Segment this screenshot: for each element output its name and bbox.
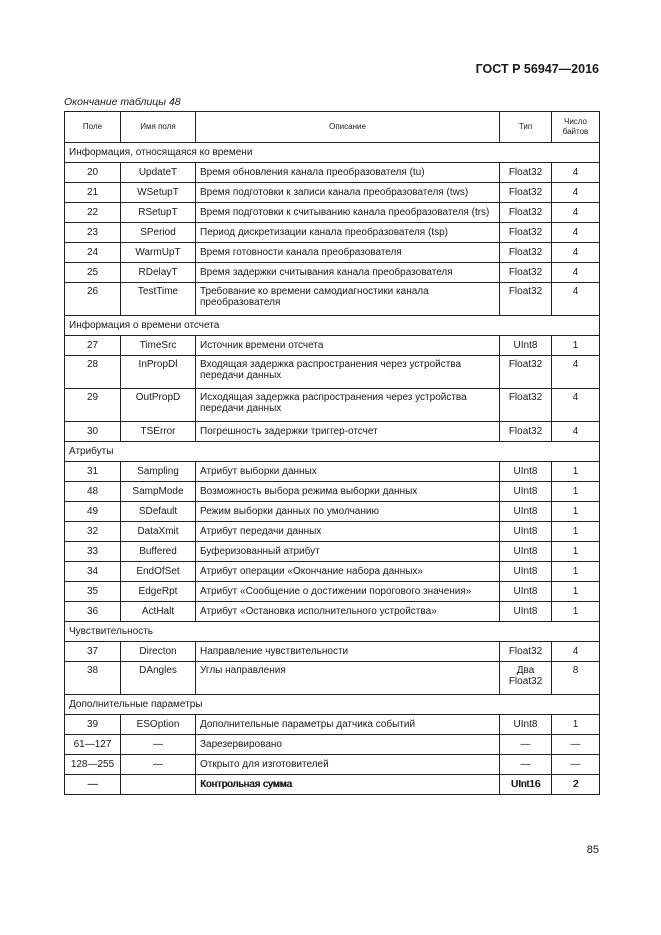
field-description: Зарезервировано — [196, 735, 500, 755]
field-type: Float32 — [500, 283, 552, 316]
field-type: UInt8 — [500, 715, 552, 735]
table-row — [65, 662, 600, 695]
table-row — [65, 283, 600, 316]
field-number: 23 — [65, 223, 121, 243]
section-row — [65, 316, 600, 336]
table-row — [65, 223, 600, 243]
field-name: DAngles — [121, 662, 196, 695]
field-description: Контрольная сумма — [196, 775, 500, 795]
field-name: EdgeRpt — [121, 582, 196, 602]
table-row — [65, 542, 600, 562]
field-bytes: 4 — [552, 642, 600, 662]
section-row — [65, 143, 600, 163]
field-description: Открыто для изготовителей — [196, 755, 500, 775]
field-type: Float32 — [500, 203, 552, 223]
field-bytes: 1 — [552, 542, 600, 562]
column-header: Число байтов — [552, 112, 600, 143]
field-name: TimeSrc — [121, 336, 196, 356]
field-bytes: 1 — [552, 482, 600, 502]
field-type: UInt8 — [500, 462, 552, 482]
field-number: 38 — [65, 662, 121, 695]
field-bytes: 1 — [552, 502, 600, 522]
field-bytes: 4 — [552, 203, 600, 223]
field-bytes: 4 — [552, 163, 600, 183]
field-type: Float32 — [500, 223, 552, 243]
table-body — [65, 143, 600, 795]
field-name: Sampling — [121, 462, 196, 482]
field-number: 32 — [65, 522, 121, 542]
field-name: EndOfSet — [121, 562, 196, 582]
field-type: UInt8 — [500, 522, 552, 542]
field-name: DataXmit — [121, 522, 196, 542]
column-header: Описание — [196, 112, 500, 143]
field-name: ActHalt — [121, 602, 196, 622]
table-row — [65, 582, 600, 602]
field-description: Углы направления — [196, 662, 500, 695]
section-title: Дополнительные параметры — [65, 695, 600, 715]
field-description: Время готовности канала преобразователя — [196, 243, 500, 263]
field-type: UInt8 — [500, 502, 552, 522]
field-name: Buffered — [121, 542, 196, 562]
field-description: Источник времени отсчета — [196, 336, 500, 356]
field-type: UInt8 — [500, 562, 552, 582]
section-row — [65, 695, 600, 715]
section-row — [65, 442, 600, 462]
field-number: 49 — [65, 502, 121, 522]
page-number: 85 — [586, 844, 599, 856]
table-header-row — [65, 112, 600, 143]
field-name: WSetupT — [121, 183, 196, 203]
field-number: 20 — [65, 163, 121, 183]
section-title: Информация о времени отсчета — [65, 316, 600, 336]
table-row — [65, 263, 600, 283]
table-row — [65, 183, 600, 203]
section-title: Атрибуты — [65, 442, 600, 462]
field-number: 28 — [65, 356, 121, 389]
field-name: WarmUpT — [121, 243, 196, 263]
field-bytes: 4 — [552, 223, 600, 243]
field-type: — — [500, 755, 552, 775]
field-type: — — [500, 735, 552, 755]
table-row — [65, 163, 600, 183]
field-bytes: — — [552, 735, 600, 755]
field-type: UInt8 — [500, 582, 552, 602]
field-bytes: — — [552, 755, 600, 775]
field-bytes: 4 — [552, 183, 600, 203]
field-number: 35 — [65, 582, 121, 602]
field-number: 37 — [65, 642, 121, 662]
table-row — [65, 755, 600, 775]
field-number: 36 — [65, 602, 121, 622]
field-bytes: 1 — [552, 582, 600, 602]
field-bytes: 8 — [552, 662, 600, 695]
field-type: UInt8 — [500, 336, 552, 356]
field-number: 29 — [65, 389, 121, 422]
field-bytes: 4 — [552, 389, 600, 422]
field-name: SDefault — [121, 502, 196, 522]
field-number: 34 — [65, 562, 121, 582]
table-row — [65, 482, 600, 502]
field-number: 33 — [65, 542, 121, 562]
field-description: Время обновления канала преобразователя (tu) — [196, 163, 500, 183]
field-description: Погрешность задержки триггер-отсчет — [196, 422, 500, 442]
field-name: UpdateT — [121, 163, 196, 183]
table-row — [65, 715, 600, 735]
field-description: Атрибут «Сообщение о достижении порогового значения» — [196, 582, 500, 602]
field-type: UInt8 — [500, 602, 552, 622]
field-type: Float32 — [500, 389, 552, 422]
table-caption: Окончание таблицы 48 — [64, 96, 181, 108]
table-row — [65, 462, 600, 482]
field-number: 128—255 — [65, 755, 121, 775]
table-row — [65, 243, 600, 263]
field-bytes: 2 — [552, 775, 600, 795]
table-row — [65, 356, 600, 389]
table-row — [65, 735, 600, 755]
field-type: Float32 — [500, 263, 552, 283]
table-row — [65, 602, 600, 622]
standard-number: ГОСТ Р 56947—2016 — [475, 62, 599, 76]
table-row — [65, 562, 600, 582]
table-row — [65, 422, 600, 442]
field-number: 39 — [65, 715, 121, 735]
field-name — [121, 775, 196, 795]
field-name: — — [121, 735, 196, 755]
field-name: ESOption — [121, 715, 196, 735]
field-type: UInt8 — [500, 542, 552, 562]
field-description: Атрибут выборки данных — [196, 462, 500, 482]
field-name: SampMode — [121, 482, 196, 502]
field-bytes: 4 — [552, 283, 600, 316]
table-row — [65, 775, 600, 795]
field-type: Float32 — [500, 183, 552, 203]
field-description: Время задержки считывания канала преобразователя — [196, 263, 500, 283]
column-header: Тип — [500, 112, 552, 143]
field-type: UInt8 — [500, 482, 552, 502]
field-bytes: 1 — [552, 522, 600, 542]
field-description: Возможность выбора режима выборки данных — [196, 482, 500, 502]
field-bytes: 1 — [552, 562, 600, 582]
field-bytes: 1 — [552, 336, 600, 356]
field-type: Float32 — [500, 243, 552, 263]
field-type: Float32 — [500, 163, 552, 183]
field-bytes: 1 — [552, 462, 600, 482]
table-row — [65, 642, 600, 662]
field-description: Атрибут передачи данных — [196, 522, 500, 542]
field-number: 26 — [65, 283, 121, 316]
field-number: 30 — [65, 422, 121, 442]
field-number: 24 — [65, 243, 121, 263]
field-number: 21 — [65, 183, 121, 203]
section-title: Информация, относящаяся ко времени — [65, 143, 600, 163]
field-number: 22 — [65, 203, 121, 223]
field-type: Float32 — [500, 422, 552, 442]
field-number: 31 — [65, 462, 121, 482]
field-type: Float32 — [500, 642, 552, 662]
field-number: 61—127 — [65, 735, 121, 755]
column-header: Имя поля — [121, 112, 196, 143]
field-name: OutPropD — [121, 389, 196, 422]
field-name: TSError — [121, 422, 196, 442]
field-number: — — [65, 775, 121, 795]
field-number: 27 — [65, 336, 121, 356]
table-row — [65, 203, 600, 223]
field-name: RSetupT — [121, 203, 196, 223]
field-description: Время подготовки к считыванию канала преобразователя (trs) — [196, 203, 500, 223]
section-row — [65, 622, 600, 642]
table-row — [65, 336, 600, 356]
table-row — [65, 389, 600, 422]
field-description: Атрибут «Остановка исполнительного устройства» — [196, 602, 500, 622]
field-description: Требование ко времени самодиагностики канала преобразователя — [196, 283, 500, 316]
column-header: Поле — [65, 112, 121, 143]
field-name: — — [121, 755, 196, 775]
field-bytes: 1 — [552, 602, 600, 622]
section-title: Чувствительность — [65, 622, 600, 642]
field-description: Время подготовки к записи канала преобразователя (tws) — [196, 183, 500, 203]
field-type: Два Float32 — [500, 662, 552, 695]
field-description: Дополнительные параметры датчика событий — [196, 715, 500, 735]
field-bytes: 4 — [552, 263, 600, 283]
field-number: 25 — [65, 263, 121, 283]
table-row — [65, 522, 600, 542]
field-name: SPeriod — [121, 223, 196, 243]
field-bytes: 4 — [552, 356, 600, 389]
field-bytes: 4 — [552, 422, 600, 442]
field-description: Исходящая задержка распространения через устройства передачи данных — [196, 389, 500, 422]
field-name: RDelayT — [121, 263, 196, 283]
table-row — [65, 502, 600, 522]
field-description: Период дискретизации канала преобразователя (tsp) — [196, 223, 500, 243]
field-type: Float32 — [500, 356, 552, 389]
field-type: UInt16 — [500, 775, 552, 795]
field-description: Направление чувствительности — [196, 642, 500, 662]
field-name: Directon — [121, 642, 196, 662]
field-number: 48 — [65, 482, 121, 502]
field-description: Входящая задержка распространения через устройства передачи данных — [196, 356, 500, 389]
field-description: Буферизованный атрибут — [196, 542, 500, 562]
field-description: Атрибут операции «Окончание набора данных» — [196, 562, 500, 582]
field-description: Режим выборки данных по умолчанию — [196, 502, 500, 522]
field-name: InPropDl — [121, 356, 196, 389]
field-bytes: 1 — [552, 715, 600, 735]
field-name: TestTime — [121, 283, 196, 316]
field-bytes: 4 — [552, 243, 600, 263]
data-table — [64, 111, 600, 795]
